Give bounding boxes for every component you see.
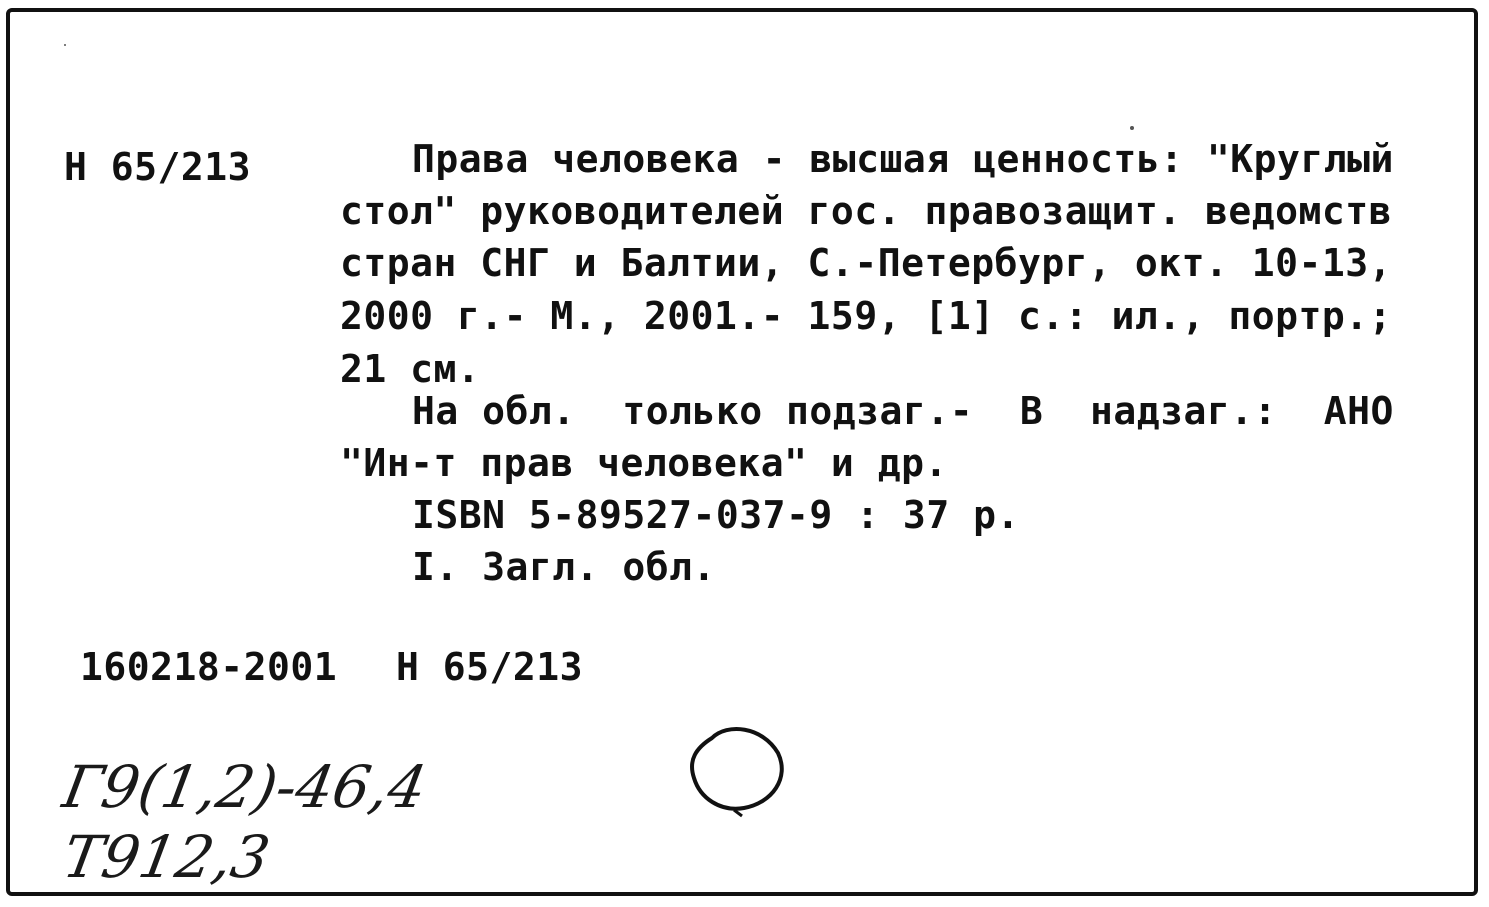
title-line-3: стран СНГ и Балтии, С.-Петербург, окт. 10-13, [340, 241, 1393, 285]
isbn-line: ISBN 5-89527-037-9 : 37 р. [412, 493, 1020, 537]
speck [64, 44, 66, 46]
imprint-line: 2000 г.- М., 2001.- 159, [1] с.: ил., портр.; [340, 294, 1393, 338]
handwritten-classification-1: Г9(1,2)-46,4 [58, 753, 432, 821]
handwritten-classification-2: Т912,3 [58, 823, 275, 891]
inventory-number: 160218-2001 [80, 645, 338, 689]
note-line-1: На обл. только подзаг.- В надзаг.: АНО [412, 389, 1394, 433]
title-line-1: Права человека - высшая ценность: "Круглый [412, 137, 1394, 181]
shelf-mark: Н 65/213 [64, 145, 252, 189]
title-line-2: стол" руководителей гос. правозащит. ведомств [340, 189, 1393, 233]
inventory-shelf-mark: Н 65/213 [396, 645, 584, 689]
tracing-line: I. Загл. обл. [412, 545, 716, 589]
circle-stamp-icon [682, 718, 790, 818]
dimensions-line: 21 см. [340, 347, 481, 391]
speck [1130, 126, 1134, 130]
note-line-2: "Ин-т прав человека" и др. [340, 441, 948, 485]
